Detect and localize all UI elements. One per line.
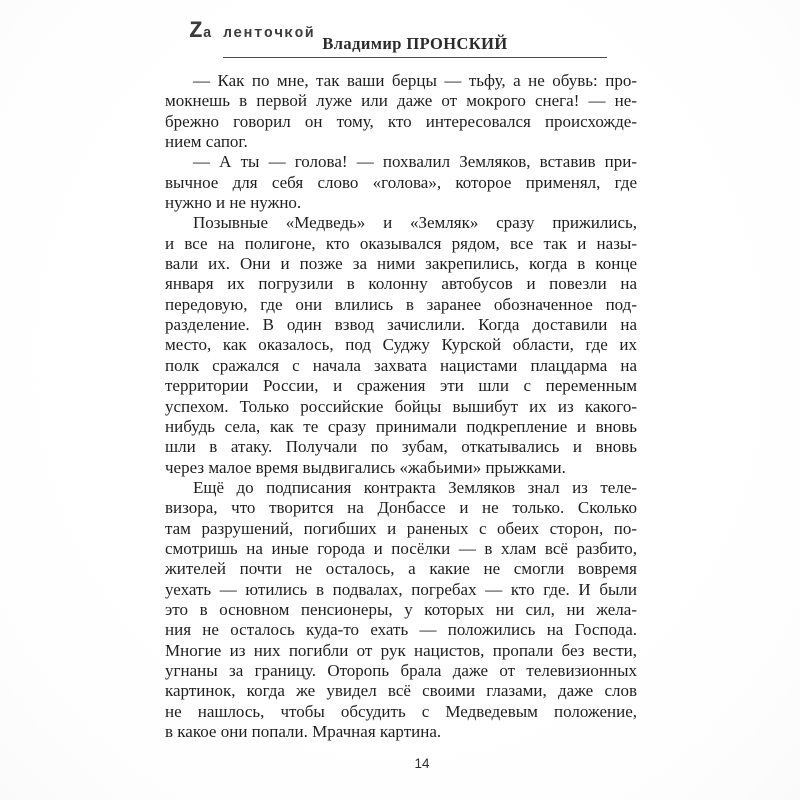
text-line: успехом. Только российские бойцы вышибут их из какого- (165, 396, 637, 416)
text-line: это в основном пенсионеры, у которых ни сил, ни жела- (165, 599, 637, 619)
text-line: нибудь села, как те сразу принимали подкрепление и вновь (165, 416, 637, 436)
paragraph (165, 152, 637, 213)
paragraph (165, 213, 637, 477)
text-line: там разрушений, погибших и раненых с обеих сторон, по- (165, 518, 637, 538)
text-line: передовую, где они влились в заранее обозначенное под- (165, 294, 637, 314)
text-line: уехать — ютились в подвалах, погребах — кто где. И были (165, 579, 637, 599)
text-line: мокнешь в первой луже или даже от мокрого снега! — не- (165, 91, 637, 111)
text-line: шли в атаку. Получали по зубам, откатывались и вновь (165, 437, 637, 457)
text-line: не нашлось, чтобы обсудить с Медведевым положение, (165, 701, 637, 721)
body-text (165, 71, 637, 742)
page-number: 14 (414, 756, 430, 771)
text-line: через малое время выдвигались «жабьими» прыжками. (165, 457, 566, 477)
text-line: угнаны за границу. Оторопь брала даже от телевизионных (165, 660, 637, 680)
text-line: территории России, и сражения эти шли с переменным (165, 376, 637, 396)
paragraph (165, 71, 637, 152)
text-line: — А ты — голова! — похвалил Земляков, вставив при- (193, 152, 637, 172)
series-logo-initial: Z (189, 18, 203, 44)
text-line: полк сражался с начала захвата нацистами плацдарма на (165, 355, 637, 375)
text-line: разделение. В один взвод зачислили. Когда доставили на (165, 315, 637, 335)
text-line: картинок, когда же увидел всё своими глазами, даже слов (165, 681, 637, 701)
text-line: и все на полигоне, кто оказывался рядом, все так и назы- (165, 233, 637, 253)
text-line: января их погрузили в колонну автобусов и повезли на (165, 274, 637, 294)
text-line: брежно говорил он тому, кто интересовался происхожде- (165, 111, 637, 131)
author-name: Владимир ПРОНСКИЙ (322, 34, 508, 53)
text-line: жителей почти не осталось, а какие не смогли вовремя (165, 559, 637, 579)
text-line: вычное для себя слово «голова», которое применял, где (165, 172, 637, 192)
text-line: нужно и не нужно. (165, 193, 302, 213)
header-rule (223, 57, 607, 58)
text-line: в какое они попали. Мрачная картина. (165, 722, 442, 741)
text-line: Многие из них погибли от рук нацистов, пропали без вести, (165, 640, 637, 660)
text-line: Ещё до подписания контракта Земляков знал из теле- (193, 477, 637, 497)
text-line: нием сапог. (165, 132, 248, 152)
text-line: вали их. Они и позже за ними закрепились, когда в конце (165, 254, 637, 274)
text-line: визора, что творится на Донбассе и не только. Сколько (165, 498, 637, 518)
text-line: место, как оказалось, под Суджу Курской области, где их (165, 335, 637, 355)
paragraph (165, 478, 637, 742)
series-logo-text: а ленточкой (202, 26, 316, 42)
text-line: ния не осталось куда-то ехать — положились на Господа. (165, 620, 637, 640)
text-line: смотришь на иные города и посёлки — в хлам всё разбито, (165, 538, 637, 558)
text-line: Позывные «Медведь» и «Земляк» сразу прижились, (193, 213, 637, 233)
text-line: — Как по мне, так ваши берцы — тьфу, а не обувь: про- (193, 71, 637, 90)
